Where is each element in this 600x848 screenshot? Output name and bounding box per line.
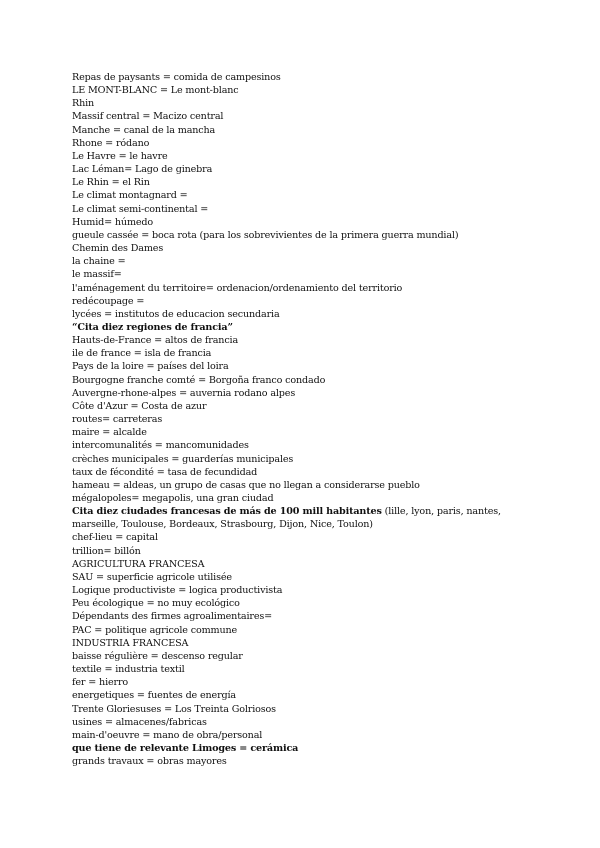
text-line: Trente Gloriesuses = Los Treinta Golriosos — [72, 703, 276, 715]
document-page — [72, 71, 532, 768]
text-line: SAU = superficie agricole utilisée — [72, 571, 232, 583]
text-line: Auvergne-rhone-alpes = auvernia rodano alpes — [72, 387, 296, 399]
text-line: Logique productiviste = logica productivista — [72, 585, 283, 597]
text-line: ile de france = isla de francia — [72, 348, 212, 360]
text-line: la chaine = — [72, 256, 126, 268]
text-line: baisse régulière = descenso regular — [72, 650, 243, 662]
text-line: Rhone = ródano — [72, 137, 150, 149]
section-heading: “Cita diez regiones de francia” — [72, 321, 233, 333]
text-line: hameau = aldeas, un grupo de casas que no llegan a considerarse pueblo — [72, 479, 420, 491]
cities-list: (lille, lyon, paris, nantes, marseille, Toulouse, Bordeaux, Strasbourg, Dijon, Nice, Toulon) — [72, 506, 501, 531]
text-line: intercomunalités = mancomunidades — [72, 440, 249, 452]
text-line: mégalopoles= megapolis, una gran ciudad — [72, 493, 274, 504]
text-line: Chemin des Dames — [72, 243, 164, 255]
text-line: chef-lieu = capital — [72, 532, 158, 544]
text-line: usines = almacenes/fabricas — [72, 716, 207, 728]
text-line: maire = alcalde — [72, 427, 147, 439]
text-line: lycées = institutos de educacion secundaria — [72, 308, 280, 320]
text-line: redécoupage = — [72, 295, 145, 307]
text-line: Le Havre = le havre — [72, 150, 168, 162]
text-line: taux de fécondité = tasa de fecundidad — [72, 466, 258, 478]
text-line: Lac Léman= Lago de ginebra — [72, 164, 213, 176]
text-line: main-d'oeuvre = mano de obra/personal — [72, 729, 263, 741]
text-line: Bourgogne franche comté = Borgoña franco condado — [72, 374, 326, 386]
text-line: crèches municipales = guarderías municipales — [72, 453, 294, 465]
cities-paragraph — [72, 505, 532, 531]
text-line: l'aménagement du territoire= ordenacion/ordenamiento del territorio — [72, 282, 403, 294]
text-line: Le climat semi-continental = — [72, 203, 209, 215]
text-line: le massif= — [72, 269, 122, 281]
text-line: Pays de la loire = países del loira — [72, 361, 229, 373]
cities-heading: Cita diez ciudades francesas de más de 100 mill habitantes — [72, 506, 382, 518]
text-line: grands travaux = obras mayores — [72, 756, 227, 768]
text-line: PAC = politique agricole commune — [72, 624, 238, 636]
text-line: Manche = canal de la mancha — [72, 124, 216, 136]
text-line: Humid= húmedo — [72, 216, 154, 228]
bold-line: que tiene de relevante Limoges = cerámica — [72, 742, 299, 754]
text-line: Le Rhin = el Rin — [72, 177, 150, 189]
text-line: Côte d'Azur = Costa de azur — [72, 400, 207, 412]
text-line: gueule cassée = boca rota (para los sobrevivientes de la primera guerra mundial) — [72, 229, 459, 241]
text-line: Dépendants des firmes agroalimentaires= — [72, 611, 273, 623]
section-heading: AGRICULTURA FRANCESA — [72, 558, 205, 570]
text-line: Repas de paysants = comida de campesinos — [72, 72, 281, 83]
text-line: Le climat montagnard = — [72, 190, 188, 202]
section-heading: INDUSTRIA FRANCESA — [72, 637, 189, 649]
text-line: trillion= billón — [72, 545, 141, 557]
text-line: fer = hierro — [72, 677, 129, 689]
text-line: Hauts-de-France = altos de francia — [72, 335, 239, 347]
text-line: energetiques = fuentes de energía — [72, 690, 236, 702]
text-line: Peu écologique = no muy ecológico — [72, 598, 240, 610]
text-line: Massif central = Macizo central — [72, 111, 224, 123]
text-line: textile = industria textil — [72, 664, 185, 676]
text-line: LE MONT-BLANC = Le mont-blanc — [72, 85, 239, 97]
text-line: routes= carreteras — [72, 414, 163, 426]
text-line: Rhin — [72, 98, 95, 110]
